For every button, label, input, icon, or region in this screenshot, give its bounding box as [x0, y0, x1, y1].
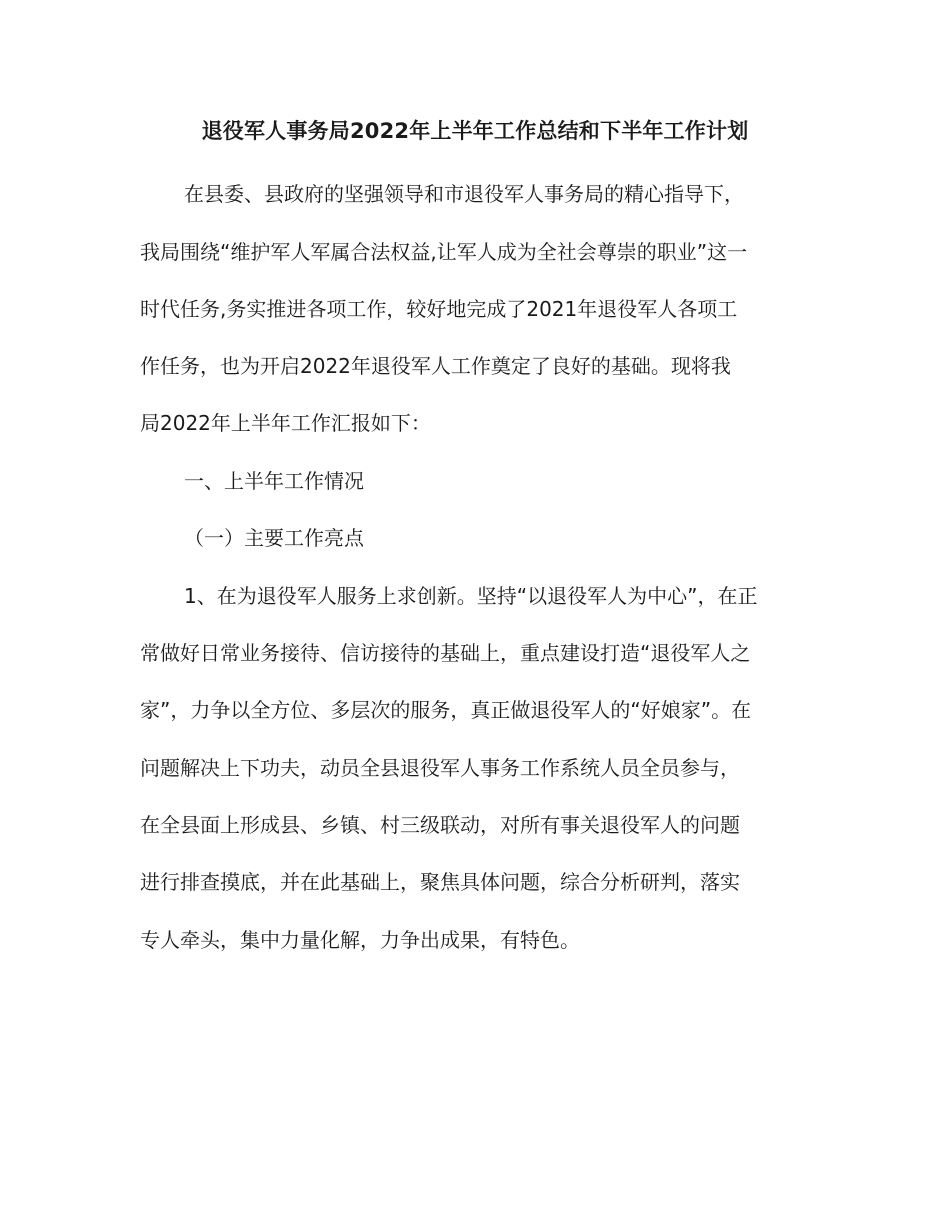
section-heading: 一、上半年工作情况	[184, 469, 364, 493]
paragraph-line: 局2022年上半年工作汇报如下：	[140, 411, 431, 435]
paragraph-line: 问题解决上下功夫，动员全县退役军人事务工作系统人员全员参与，	[140, 756, 740, 780]
document-title: 退役军人事务局2022年上半年工作总结和下半年工作计划	[201, 119, 749, 143]
paragraph-line: 我局围绕“维护军人军属合法权益,让军人成为全社会尊崇的职业”这一	[140, 240, 748, 264]
paragraph-line: 家”，力争以全方位、多层次的服务，真正做退役军人的“好娘家”。在	[140, 698, 752, 722]
paragraph-line: 专人牵头，集中力量化解，力争出成果，有特色。	[140, 928, 580, 952]
subsection-heading: （一）主要工作亮点	[184, 526, 364, 550]
paragraph-line: 在全县面上形成县、乡镇、村三级联动，对所有事关退役军人的问题	[140, 813, 740, 837]
paragraph-line: 常做好日常业务接待、信访接待的基础上，重点建设打造“退役军人之	[140, 641, 751, 665]
paragraph-line: 时代任务,务实推进各项工作，较好地完成了2021年退役军人各项工	[140, 297, 738, 321]
paragraph-line: 进行排查摸底，并在此基础上，聚焦具体问题，综合分析研判，落实	[140, 870, 740, 894]
paragraph-line: 在县委、县政府的坚强领导和市退役军人事务局的精心指导下，	[184, 182, 744, 206]
paragraph-line: 作任务，也为开启2022年退役军人工作奠定了良好的基础。现将我	[140, 354, 731, 378]
paragraph-line: 1、在为退役军人服务上求创新。坚持“以退役军人为中心”，在正	[184, 584, 758, 608]
